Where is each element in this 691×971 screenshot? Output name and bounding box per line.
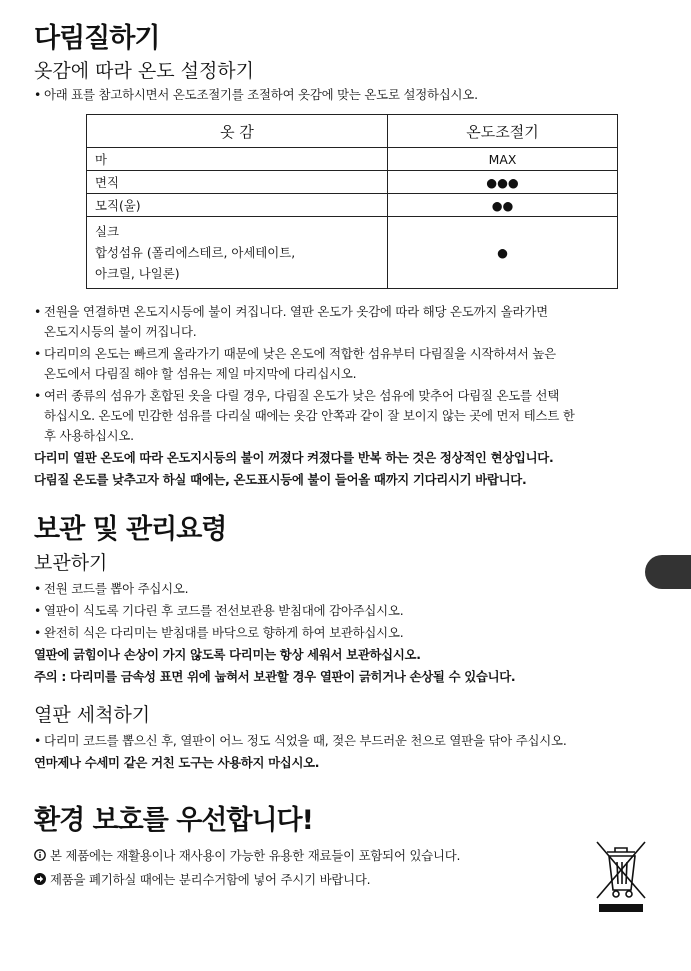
list-item: • 열판이 식도록 기다린 후 코드를 전선보관용 받침대에 감아주십시오. [34,603,404,618]
section-title-environment: 환경 보호를 우선합니다! [34,805,313,836]
bold-note: 다리미 열판 온도에 따라 온도지시등의 불이 꺼졌다 켜졌다를 반복 하는 것은 정상적인 현상입니다. [34,450,554,465]
bold-note: 주의 : 다리미를 금속성 표면 위에 눕혀서 보관할 경우 열판이 긁히거나 손상될 수 있습니다. [34,669,516,684]
bold-note: 연마제나 수세미 같은 거친 도구는 사용하지 마십시오. [34,755,320,770]
bold-note: 열판에 긁힘이나 손상이 가지 않도록 다리미는 항상 세워서 보관하십시오. [34,647,421,662]
environment-lines [34,844,674,892]
table-header-setting: 온도조절기 [388,115,618,148]
table-row [87,171,618,194]
table-cell-fabric: 마 [87,148,388,171]
arrow-right-circle-icon [34,869,46,881]
manual-page [34,22,674,892]
section-title-ironing: 다림질하기 [34,23,160,54]
list-item: 본 제품에는 재활용이나 재사용이 가능한 유용한 재료들이 포함되어 있습니다. [34,844,674,868]
list-item: • 다리미의 온도는 빠르게 올라가기 때문에 낮은 온도에 적합한 섬유부터 다림질을 시작하셔서 높은 [34,346,556,361]
section-title-storage: 보관 및 관리요령 [34,514,227,545]
list-item: • 전원 코드를 뽑아 주십시오. [34,581,189,596]
table-cell-setting: ●● [388,194,618,217]
bold-note: 다림질 온도를 낮추고자 하실 때에는, 온도표시등에 불이 들어올 때까지 기다리시기 바랍니다. [34,472,527,487]
subsection-title-temperature: 옷감에 따라 온도 설정하기 [34,60,255,82]
subsection-title-storing: 보관하기 [34,552,108,574]
info-circle-icon [34,845,46,857]
list-item-cont: 온도지시등의 불이 꺼집니다. [44,324,197,339]
list-item: 제품을 폐기하실 때에는 분리수거함에 넣어 주시기 바랍니다. [34,868,674,892]
list-item: • 여러 종류의 섬유가 혼합된 옷을 다릴 경우, 다림질 온도가 낮은 섬유에 맞추어 다림질 온도를 선택 [34,388,560,403]
list-item-cont: 온도에서 다림질 해야 할 섬유는 제일 마지막에 다리십시오. [44,366,357,381]
list-item: • 완전히 식은 다리미는 받침대를 바닥으로 향하게 하여 보관하십시오. [34,625,404,640]
list-item-cont: 하십시오. 온도에 민감한 섬유를 다리실 때에는 옷감 안쪽과 같이 잘 보이지 않는 곳에 먼저 테스트 한 [44,408,575,423]
table-header-fabric: 옷 감 [87,115,388,148]
table-cell-setting: ● [388,217,618,289]
table-cell-setting: MAX [388,148,618,171]
table-cell-fabric: 모직(울) [87,194,388,217]
intro-bullet: • 아래 표를 참고하시면서 온도조절기를 조절하여 옷감에 맞는 온도로 설정하십시오. [34,87,478,102]
subsection-title-cleaning: 열판 세척하기 [34,704,151,726]
table-row [87,148,618,171]
table-row [87,194,618,217]
table-row [87,217,618,289]
storage-bullets [34,578,674,644]
table-header-row [87,115,618,148]
table-cell-setting: ●●● [388,171,618,194]
table-cell-fabric: 실크 합성섬유 (폴리에스테르, 아세테이트, 아크릴, 나일론) [87,217,388,289]
list-item: • 다리미 코드를 뽑으신 후, 열판이 어느 정도 식었을 때, 젖은 부드러운 천으로 열판을 닦아 주십시오. [34,733,567,748]
fabric-temperature-table [86,114,618,289]
table-cell-fabric: 면직 [87,171,388,194]
crossed-out-wheelie-bin-icon [593,838,649,914]
list-item-cont: 후 사용하십시오. [44,428,134,443]
list-item: • 전원을 연결하면 온도지시등에 불이 켜집니다. 열판 온도가 옷감에 따라 해당 온도까지 올라가면 [34,304,548,319]
chapter-tab-icon [645,555,691,589]
ironing-bullets [34,302,674,446]
